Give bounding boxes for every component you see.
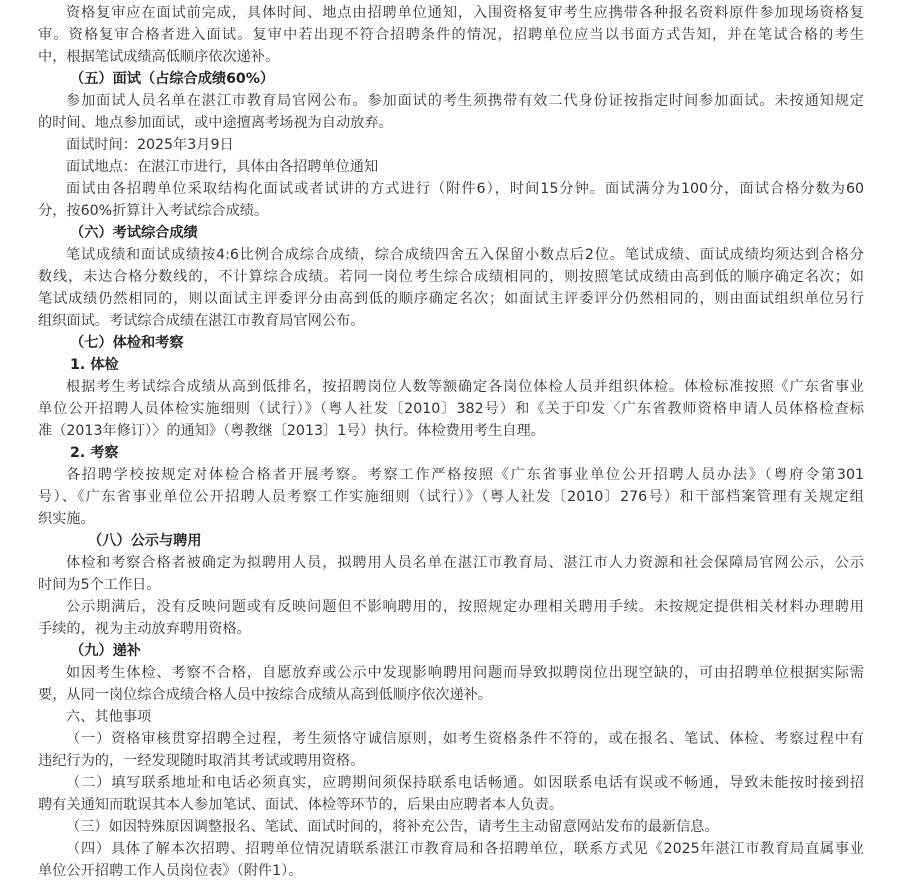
paragraph-other-1 (38, 728, 864, 772)
paragraph-other-2 (38, 772, 864, 816)
text-line: 要，从同一岗位综合成绩合格人员中按综合成绩从高到低顺序依次递补。 (38, 687, 493, 703)
subsection-heading-physical: 1. 体检 (70, 357, 119, 373)
text-line: 中，根据笔试成绩高低顺序依次递补。 (38, 49, 280, 65)
paragraph-other-4 (38, 838, 864, 882)
text-line: 面试由各招聘单位采取结构化面试或者试讲的方式进行（附件6），时间15分钟。面试满分为100分，面试合格分数为60 (66, 181, 864, 197)
text-line: 聘有关通知而耽误其本人参加笔试、面试、体检等环节的，后果由应聘者本人负责。 (38, 797, 563, 813)
paragraph-interview-time: 面试时间：2025年3月9日 (66, 137, 234, 153)
paragraph-other-3: （三）如因特殊原因调整报名、笔试、面试时间的，将补充公告，请考生主动留意网站发布的最新信息。 (66, 819, 719, 835)
text-line: 资格复审应在面试前完成，具体时间、地点由招聘单位通知，入围资格复审考生应携带各种报名资料原件参加现场资格复 (66, 5, 864, 21)
subsection-heading-inspection: 2. 考察 (70, 445, 119, 461)
text-line: 违纪行为的，一经发现随时取消其考试或聘用资格。 (38, 753, 365, 769)
text-line: 参加面试人员名单在湛江市教育局官网公布。参加面试的考生须携带有效二代身份证按指定时间参加面试。未按通知规定 (66, 93, 864, 109)
paragraph-inspection (38, 464, 864, 530)
paragraph-qualification-review (38, 2, 864, 68)
text-line: 织实施。 (38, 511, 95, 527)
section-heading-publicity: （八）公示与聘用 (88, 533, 202, 549)
section-heading-score: （六）考试综合成绩 (70, 225, 198, 241)
text-line: 分，按60%折算计入考试综合成绩。 (38, 203, 269, 219)
document-body (38, 2, 864, 882)
text-line: 时间为5个工作日。 (38, 577, 161, 593)
text-line: 单位公开招聘人员体检实施细则（试行）》（粤人社发〔2010〕382号）和《关于印发〈广东省教师资格申请人员体格检查标 (38, 401, 864, 417)
text-line: 体检和考察合格者被确定为拟聘用人员，拟聘用人员名单在湛江市教育局、湛江市人力资源和社会保障局官网公示，公示 (66, 555, 864, 571)
section-heading-interview: （五）面试（占综合成绩60%） (70, 71, 275, 87)
text-line: 审。资格复审合格者进入面试。复审中若出现不符合招聘条件的情况，招聘单位应当以书面方式告知，并在笔试合格的考生 (38, 27, 864, 43)
text-line: 根据考生考试综合成绩从高到低排名，按招聘岗位人数等额确定各岗位体检人员并组织体检。体检标准按照《广东省事业 (66, 379, 864, 395)
paragraph-interview-place: 面试地点：在湛江市进行，具体由各招聘单位通知 (66, 159, 379, 175)
text-line: 笔试成绩仍然相同的，则以面试主评委评分由高到低的顺序确定名次；如面试主评委评分仍然相同的，则由面试组织单位另行 (38, 291, 864, 307)
text-line: 公示期满后，没有反映问题或有反映问题但不影响聘用的，按照规定办理相关聘用手续。未按规定提供相关材料办理聘用 (66, 599, 864, 615)
text-line: 如因考生体检、考察不合格，自愿放弃或公示中发现影响聘用问题而导致拟聘岗位出现空缺的，可由招聘单位根据实际需 (66, 665, 864, 681)
text-line: 各招聘学校按规定对体检合格者开展考察。考察工作严格按照《广东省事业单位公开招聘人员办法》（粤府令第301 (66, 467, 864, 483)
paragraph-interview-method (38, 178, 864, 222)
text-line: 数线，未达合格分数线的，不计算综合成绩。若同一岗位考生综合成绩相同的，则按照笔试成绩由高到低的顺序确定名次；如 (38, 269, 864, 285)
text-line: 笔试成绩和面试成绩按4:6比例合成综合成绩，综合成绩四舍五入保留小数点后2位。笔试成绩、面试成绩均须达到合格分 (66, 247, 864, 263)
paragraph-publicity-1 (38, 552, 864, 596)
text-line: （一）资格审核贯穿招聘全过程，考生须恪守诚信原则，如考生资格条件不符的，或在报名、笔试、体检、考察过程中有 (66, 731, 864, 747)
paragraph-physical (38, 376, 864, 442)
paragraph-score (38, 244, 864, 332)
paragraph-supplement (38, 662, 864, 706)
text-line: （四）具体了解本次招聘、招聘单位情况请联系湛江市教育局和各招聘单位，联系方式见《2025年湛江市教育局直属事业 (66, 841, 864, 857)
text-line: 号）、《广东省事业单位公开招聘人员考察工作实施细则（试行）》（粤人社发〔2010〕276号）和干部档案管理有关规定组 (38, 489, 864, 505)
section-heading-physical-inspection: （七）体检和考察 (70, 335, 184, 351)
section-heading-other: 六、其他事项 (66, 709, 152, 725)
paragraph-publicity-2 (38, 596, 864, 640)
text-line: 组织面试。考试综合成绩在湛江市教育局官网公布。 (38, 313, 365, 329)
text-line: 单位公开招聘工作人员岗位表》（附件1）。 (38, 863, 303, 879)
text-line: （二）填写联系地址和电话必须真实，应聘期间须保持联系电话畅通。如因联系电话有误或不畅通，导致未能按时接到招 (66, 775, 864, 791)
text-line: 的时间、地点参加面试，或中途擅离考场视为自动放弃。 (38, 115, 393, 131)
section-heading-supplement: （九）递补 (70, 643, 141, 659)
text-line: 手续的，视为主动放弃聘用资格。 (38, 621, 251, 637)
text-line: 准（2013年修订）〉的通知》（粤教继〔2013〕1号）执行。体检费用考生自理。 (38, 423, 545, 439)
paragraph-interview-list (38, 90, 864, 134)
